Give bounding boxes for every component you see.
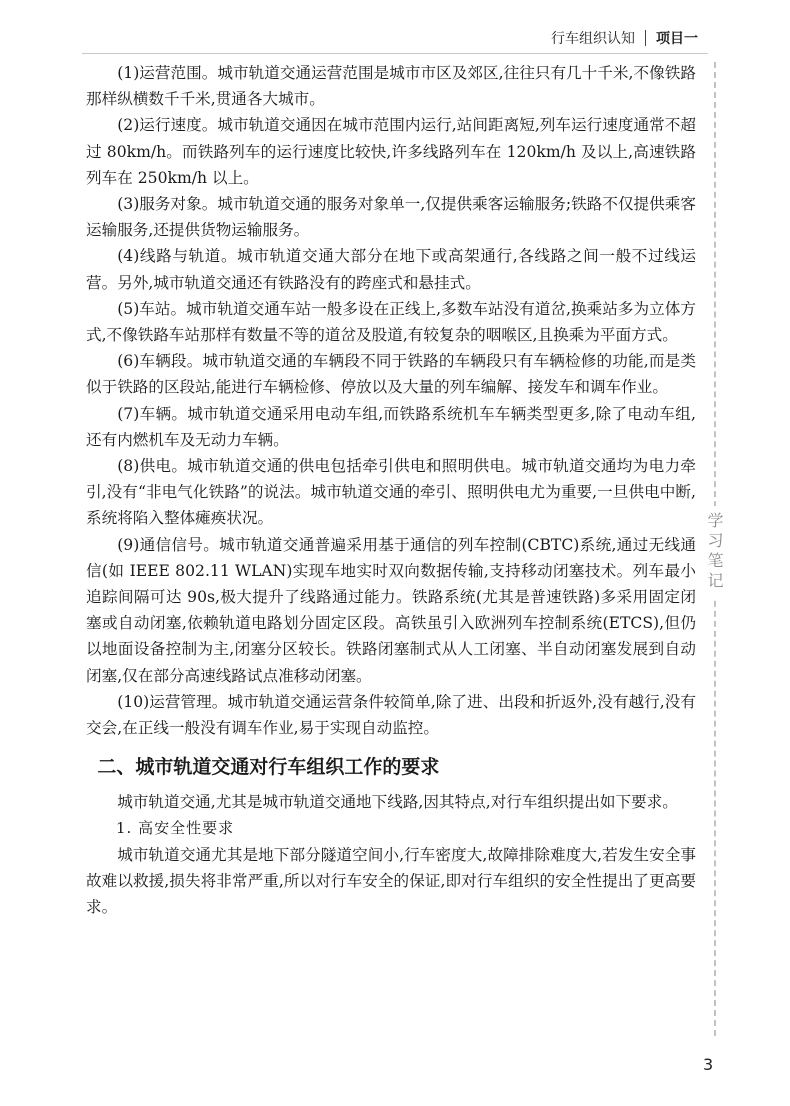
paragraph: (9)通信信号。城市轨道交通普遍采用基于通信的列车控制(CBTC)系统,通过无线通信(如 IEEE 802.11 WLAN)实现车地实时双向数据传输,支持移动闭塞技术。列车最小追踪间隔可达 90s,极大提升了线路通过能力。铁路系统(尤其是普速铁路)多采用固定闭塞或自动闭塞,依赖轨道电路划分固定区段。高铁虽引入欧洲列车控制系统(ETCS),但仍以地面设备控制为主,闭塞分区较长。铁路闭塞制式从人工闭塞、半自动闭塞发展到自动闭塞,仅在部分高速线路试点准移动闭塞。: [86, 535, 696, 685]
subsection-heading: 1. 高安全性要求: [116, 819, 235, 838]
section-heading: 二、城市轨道交通对行车组织工作的要求: [97, 756, 440, 779]
paragraph: (5)车站。城市轨道交通车站一般多设在正线上,多数车站没有道岔,换乘站多为立体方式,不像铁路车站那样有数量不等的道岔及股道,有较复杂的咽喉区,且换乘为平面方式。: [86, 299, 696, 345]
paragraph: 城市轨道交通尤其是地下部分隧道空间小,行车密度大,故障排除难度大,若发生安全事故难以救援,损失将非常严重,所以对行车安全的保证,即对行车组织的安全性提出了更高要求。: [86, 845, 696, 917]
paragraph: (3)服务对象。城市轨道交通的服务对象单一,仅提供乘客运输服务;铁路不仅提供乘客运输服务,还提供货物运输服务。: [86, 195, 696, 240]
paragraph: (8)供电。城市轨道交通的供电包括牵引供电和照明供电。城市轨道交通均为电力牵引,没有“非电气化铁路”的说法。城市轨道交通的牵引、照明供电尤为重要,一旦供电中断,系统将陷入整体瘫痪状况。: [86, 457, 696, 528]
running-header: [551, 28, 698, 48]
notes-label: 学习笔记: [704, 506, 726, 598]
page-number: 3: [703, 1055, 714, 1074]
paragraph: (6)车辆段。城市轨道交通的车辆段不同于铁路的车辆段只有车辆检修的功能,而是类似于铁路的区段站,能进行车辆检修、停放以及大量的列车编解、接发车和调车作业。: [86, 352, 696, 397]
header-project-title: 项目一: [656, 31, 698, 47]
header-section-title: 行车组织认知: [551, 31, 635, 47]
paragraph: (7)车辆。城市轨道交通采用电动车组,而铁路系统机车车辆类型更多,除了电动车组,还有内燃机车及无动力车辆。: [86, 404, 696, 449]
paragraph: (1)运营范围。城市轨道交通运营范围是城市市区及郊区,往往只有几十千米,不像铁路那样纵横数千千米,贯通各大城市。: [86, 64, 696, 109]
main-text: [86, 60, 696, 920]
header-separator: [645, 30, 646, 46]
section-intro: 城市轨道交通,尤其是城市轨道交通地下线路,因其特点,对行车组织提出如下要求。: [117, 793, 678, 812]
header-rule: [82, 53, 708, 54]
paragraph: (2)运行速度。城市轨道交通因在城市范围内运行,站间距离短,列车运行速度通常不超过 80km/h。而铁路列车的运行速度比较快,许多线路列车在 120km/h 及以上,高速铁路列车在 250km/h 以上。: [86, 116, 696, 187]
paragraph: (10)运营管理。城市轨道交通运营条件较简单,除了进、出段和折返外,没有越行,没有交会,在正线一般没有调车作业,易于实现自动监控。: [86, 692, 696, 738]
paragraph: (4)线路与轨道。城市轨道交通大部分在地下或高架通行,各线路之间一般不过线运营。另外,城市轨道交通还有铁路没有的跨座式和悬挂式。: [86, 247, 696, 292]
